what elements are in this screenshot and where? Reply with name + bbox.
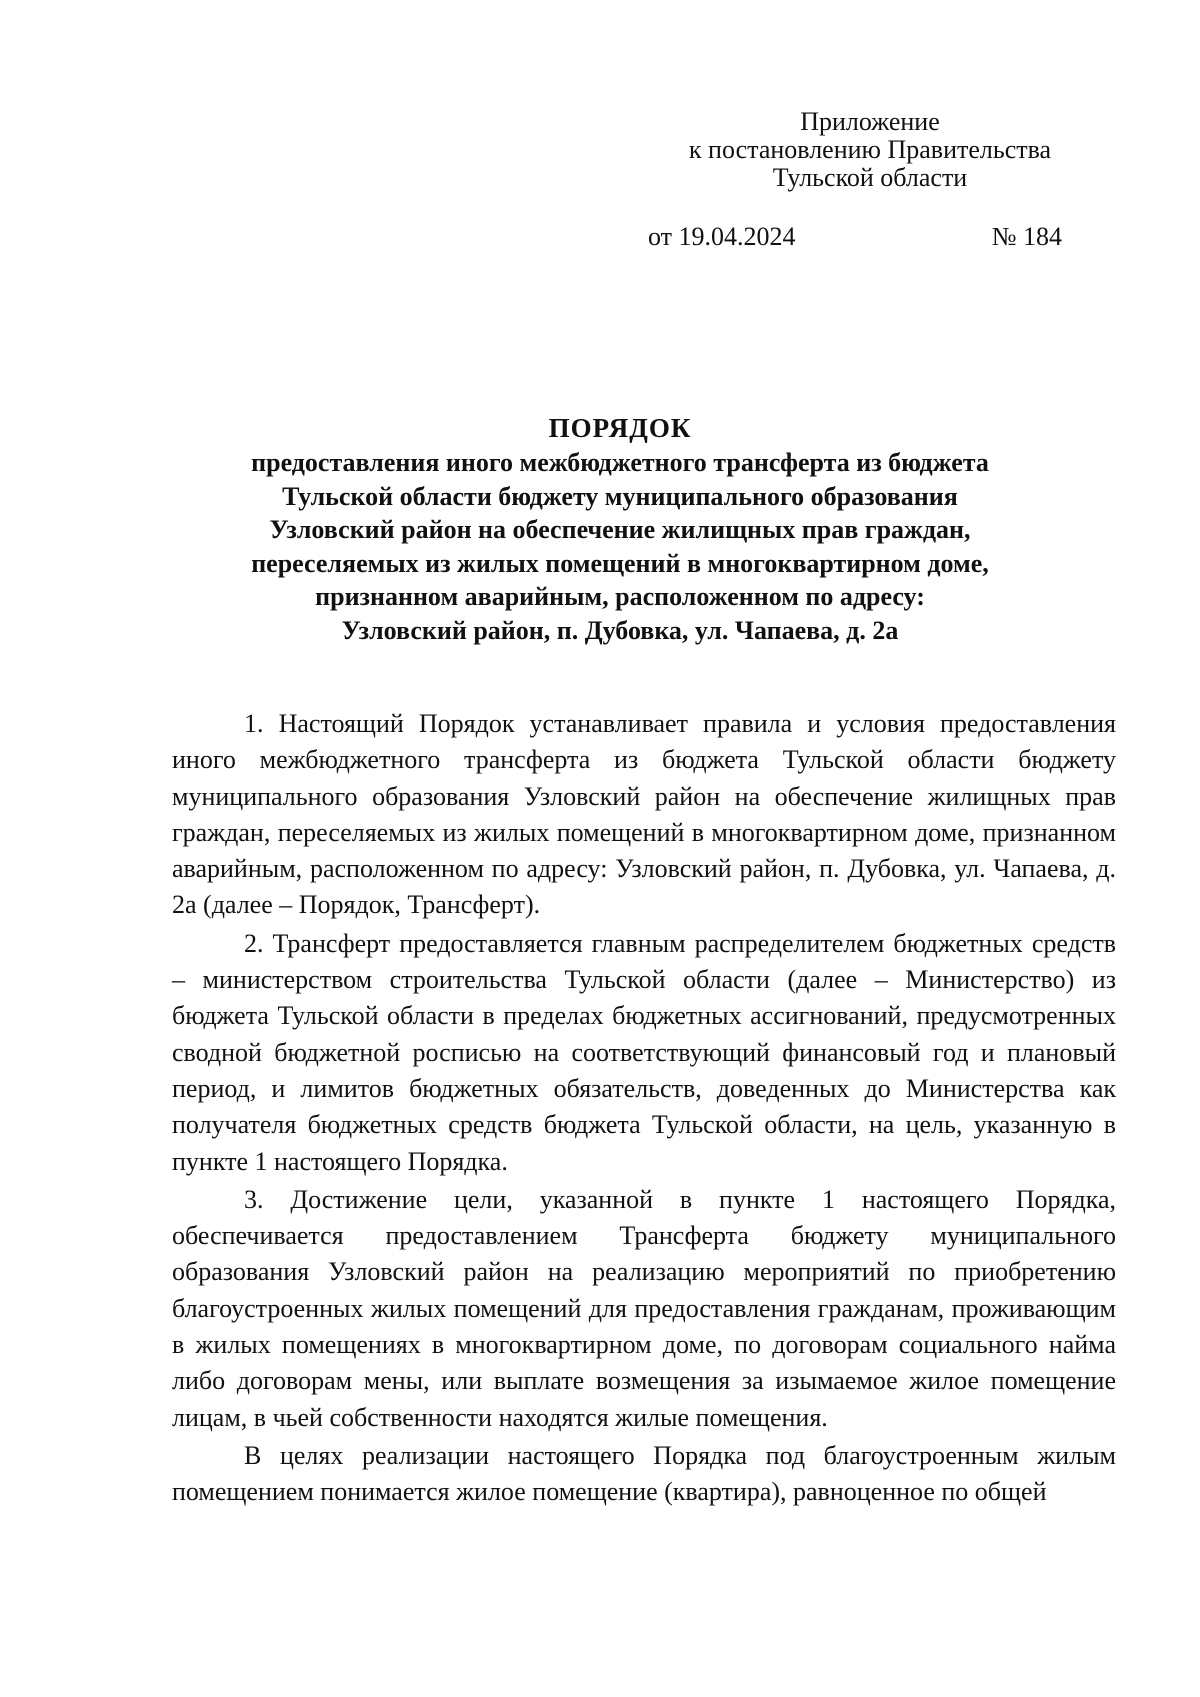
paragraph-4: В целях реализации настоящего Порядка под благоустроенным жилым помещением понимается жилое помещение (квартира), равноценное по общей bbox=[172, 1440, 1116, 1507]
attachment-line-3: Тульской области bbox=[772, 163, 968, 192]
paragraph-3: 3. Достижение цели, указанной в пункте 1 настоящего Порядка, обеспечивается предоставлением Трансферта бюджету муниципального образования Узловский район на реализацию мероприятий по приобретению благоустроенных жилых помещений для предоставления гражданам, проживающим в жилых помещениях в многоквартирном доме, по договорам социального найма либо договорам мены, или выплате возмещения за изымаемое жилое помещение лицам, в чьей собственности находятся жилые помещения. bbox=[172, 1184, 1116, 1432]
document-body bbox=[172, 706, 1116, 1513]
title-line: Тульской области бюджету муниципального образования bbox=[282, 481, 958, 511]
attachment-line-1: Приложение bbox=[800, 107, 940, 136]
title-line: Узловский район, п. Дубовка, ул. Чапаева, д. 2а bbox=[341, 615, 899, 645]
title-line: Узловский район на обеспечение жилищных прав граждан, bbox=[269, 515, 971, 544]
title-line: признанном аварийным, расположенном по адресу: bbox=[315, 582, 925, 611]
title-line: предоставления иного межбюджетного трансферта из бюджета bbox=[251, 448, 989, 477]
title-main: ПОРЯДОК bbox=[548, 413, 692, 443]
title-line: переселяемых из жилых помещений в многоквартирном доме, bbox=[251, 548, 989, 578]
paragraph-2: 2. Трансферт предоставляется главным распределителем бюджетных средств – министерством строительства Тульской области (далее – Министерство) из бюджета Тульской области в пределах бюджетных ассигнований, предусмотренных сводной бюджетной росписью на соответствующий финансовый год и плановый период, и лимитов бюджетных обязательств, доведенных до Министерства как получателя бюджетных средств бюджета Тульской области, на цель, указанную в пункте 1 настоящего Порядка. bbox=[172, 928, 1116, 1176]
document-number: № 184 bbox=[991, 222, 1062, 251]
paragraph-1: 1. Настоящий Порядок устанавливает правила и условия предоставления иного межбюджетного трансферта из бюджета Тульской области бюджету муниципального образования Узловский район на обеспечение жилищных прав граждан, переселяемых из жилых помещений в многоквартирном доме, признанном аварийным, расположенном по адресу: Узловский район, п. Дубовка, ул. Чапаева, д. 2а (далее – Порядок, Трансферт). bbox=[172, 709, 1116, 920]
attachment-header bbox=[640, 108, 1100, 192]
attachment-line-2: к постановлению Правительства bbox=[688, 135, 1052, 164]
document-title bbox=[160, 410, 1080, 647]
document-date: от 19.04.2024 bbox=[648, 222, 796, 251]
